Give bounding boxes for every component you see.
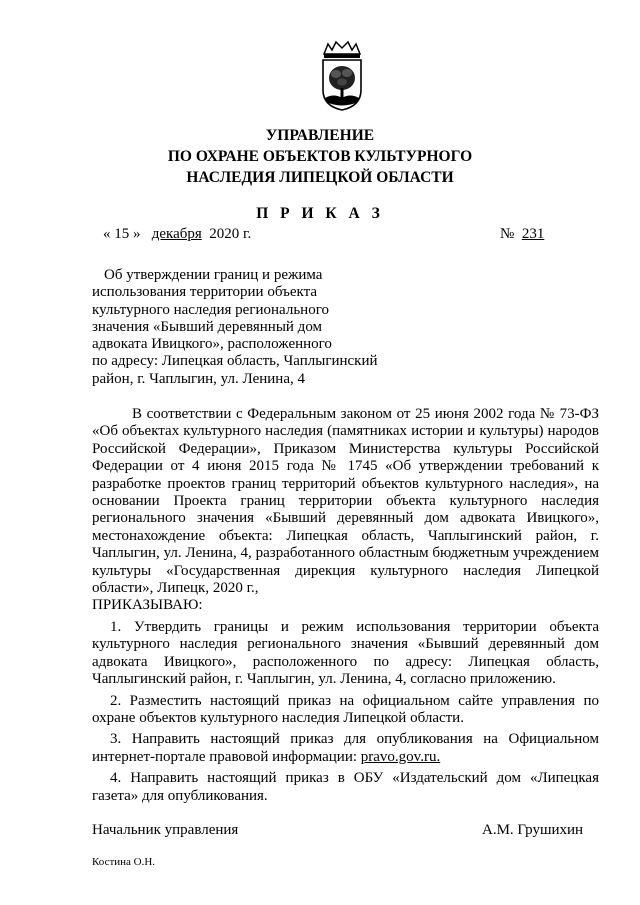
order-item-3 [92, 731, 599, 766]
document-type: П Р И К А З [256, 205, 384, 222]
preamble-paragraph: В соответствии с Федеральным законом от 25 июня 2002 года № 73-ФЗ «Об объектах культурного наследия (памятниках истории и культуры) народов Российской Федерации», Приказом Министерства культуры Российской Федерации от 4 июня 2015 года № 1745 «Об утверждении требований к разработке проектов границ территорий объектов культурного наследия», на основании Проекта границ территории объекта культурного наследия регионального значения «Бывший деревянный дом адвоката Ивицкого», местонахождение объекта: Липецкая область, Чаплыгинский район, г. Чаплыгин, ул. Ленина, 4, разработанного областным бюджетным учреждением культуры «Государственная дирекция культурного наследия Липецкой области», Липецк, 2020 г., [92, 406, 599, 597]
subject-line: Об утверждении границ и режима [104, 267, 323, 283]
subject-line: район, г. Чаплыгин, ул. Ленина, 4 [92, 370, 305, 387]
document-number [500, 226, 544, 243]
document-date [103, 226, 251, 243]
order-item-1: 1. Утвердить границы и режим использования территории объекта культурного наследия регионального значения «Бывший деревянный дом адвоката Ивицкого», расположенного по адресу: Липецкая область, Чаплыгинский район, г. Чаплыгин, ул. Ленина, 4, согласно приложению. [92, 618, 599, 688]
number-value: 231 [521, 226, 545, 242]
subject-line: адвоката Ивицкого», расположенного [92, 336, 332, 353]
subject-line: значения «Бывший деревянный дом [92, 318, 323, 335]
issuer-line-3: НАСЛЕДИЯ ЛИПЕЦКОЙ ОБЛАСТИ [186, 169, 454, 186]
order-word: ПРИКАЗЫВАЮ: [92, 597, 203, 614]
signature-position: Начальник управления [92, 822, 239, 838]
issuer-line-2: ПО ОХРАНЕ ОБЪЕКТОВ КУЛЬТУРНОГО [167, 148, 473, 165]
date-year: 2020 г. [209, 226, 252, 242]
subject-line: использования территории объекта [92, 284, 317, 301]
date-day: « 15 » [103, 226, 141, 242]
issuer-line-1: УПРАВЛЕНИЕ [265, 127, 375, 144]
date-month: декабря [151, 226, 202, 242]
order-item-3-text: 3. Направить настоящий приказ для опубликования на Официальном интернет-портале правовой информации: [92, 731, 599, 765]
executor-name: Костина О.Н. [92, 856, 156, 868]
document-body [92, 406, 599, 809]
subject-line: по адресу: Липецкая область, Чаплыгинский [92, 353, 378, 370]
issuer-header [0, 125, 640, 188]
signature-name: А.М. Грушихин [482, 822, 584, 838]
pravo-link[interactable]: pravo.gov.ru. [360, 748, 441, 765]
number-label: № [500, 226, 515, 242]
order-item-4: 4. Направить настоящий приказ в ОБУ «Издательский дом «Липецкая газета» для опубликования. [92, 770, 599, 804]
order-item-2: 2. Разместить настоящий приказ на официальном сайте управления по охране объектов культурного наследия Липецкой области. [92, 692, 599, 726]
document-subject [92, 267, 402, 388]
lipetsk-coat-of-arms-icon [318, 40, 366, 112]
subject-line: культурного наследия регионального [92, 301, 329, 318]
